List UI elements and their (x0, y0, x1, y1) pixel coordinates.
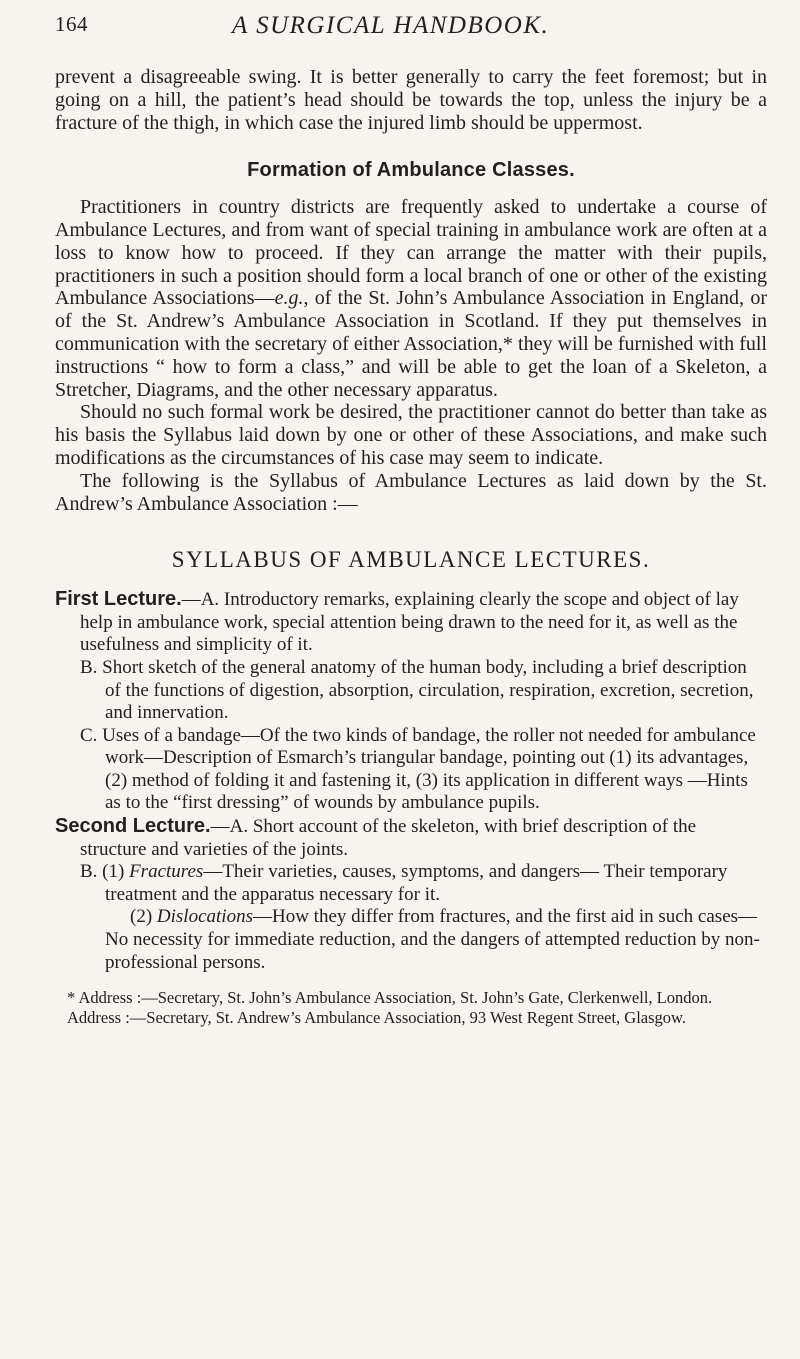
item-text: —How they differ from fractures, and the first aid in such cases—No necessity for immediate reduction, and the dangers of attempted reduction by non-professional persons. (105, 906, 760, 973)
running-head: A SURGICAL HANDBOOK. (232, 12, 550, 39)
first-lecture-item-a (55, 588, 767, 657)
item-label: (2) (130, 906, 157, 928)
footnote: * Address :—Secretary, St. John’s Ambulance Association, St. John’s Gate, Clerkenwell, London. (67, 988, 713, 1008)
second-lecture-item-b1 (55, 861, 767, 906)
paragraph-text: Practitioners in country districts are frequently asked to undertake a course of Ambulance Lectures, and from want of special training in ambulance work are often at a loss to know how to proceed. If they can arrange the matter with their pupils, practitioners in such a position should form a local branch of one or other of the existing Ambulance Associations— (55, 196, 767, 310)
item-term: Fractures (129, 861, 204, 883)
footnotes (55, 988, 767, 1028)
lecture-text: —A. Introductory remarks, explaining clearly the scope and object of lay help in ambulance work, special attention being drawn to the need for it, as well as the usefulness and simplicity of it. (80, 589, 739, 656)
first-lecture-item-c: C. Uses of a bandage—Of the two kinds of bandage, the roller not needed for ambulance work—Description of Esmarch’s triangular bandage, pointing out (1) its advantages, (2) method of folding it and fastening it, (3) its application in different ways —Hints as to the “first dressing” of wounds by ambulance pupils. (80, 724, 756, 814)
item-label: B. (1) (80, 861, 130, 883)
second-lecture-item-a (55, 815, 767, 861)
section-heading: Formation of Ambulance Classes. (247, 159, 575, 182)
second-lecture-item-b2 (55, 906, 767, 974)
paragraph-syllabus-basis: Should no such formal work be desired, the practitioner cannot do better than take as his basis the Syllabus laid down by one or other of these Associations, and make such modifications as the circumstances of his case may seem to indicate. (55, 401, 767, 469)
item-term: Dislocations (156, 906, 253, 928)
paragraph-following: The following is the Syllabus of Ambulance Lectures as laid down by the St. Andrew’s Ambulance Association :— (55, 469, 767, 515)
first-lecture (55, 588, 767, 815)
lecture-text: —A. Short account of the skeleton, with brief description of the structure and varieties of the joints. (80, 816, 697, 860)
page-number: 164 (55, 12, 88, 36)
lecture-heading: Second Lecture. (55, 815, 211, 838)
second-lecture (55, 815, 767, 974)
paragraph-text: , of the St. John’s Ambulance Association in England, or of the St. Andrew’s Ambulance Association in Scotland. If they put themselves in communication with the secretary of either Association,* they will be furnished with full instructions “ how to form a class,” and will be able to get the loan of a Skeleton, a Stretcher, Diagrams, and the other necessary apparatus. (55, 287, 767, 401)
footnote: Address :—Secretary, St. Andrew’s Ambulance Association, 93 West Regent Street, Glasgow. (67, 1008, 686, 1028)
syllabus-title: SYLLABUS OF AMBULANCE LECTURES. (171, 547, 651, 573)
paragraph-text-italic: e.g. (274, 287, 304, 310)
item-text: —Their varieties, causes, symptoms, and dangers— Their temporary treatment and the apparatus necessary for it. (105, 861, 728, 905)
first-lecture-item-b: B. Short sketch of the general anatomy of the human body, including a brief description of the functions of digestion, absorption, circulation, respiration, excretion, secretion, and innervation. (80, 656, 754, 724)
lecture-heading: First Lecture. (55, 588, 182, 611)
page-content (55, 66, 767, 1028)
opening-paragraph: prevent a disagreeable swing. It is better generally to carry the feet foremost; but in going on a hill, the patient’s head should be towards the top, unless the injury be a fracture of the thigh, in which case the injured limb should be uppermost. (55, 66, 767, 134)
paragraph-practitioners (55, 196, 767, 401)
